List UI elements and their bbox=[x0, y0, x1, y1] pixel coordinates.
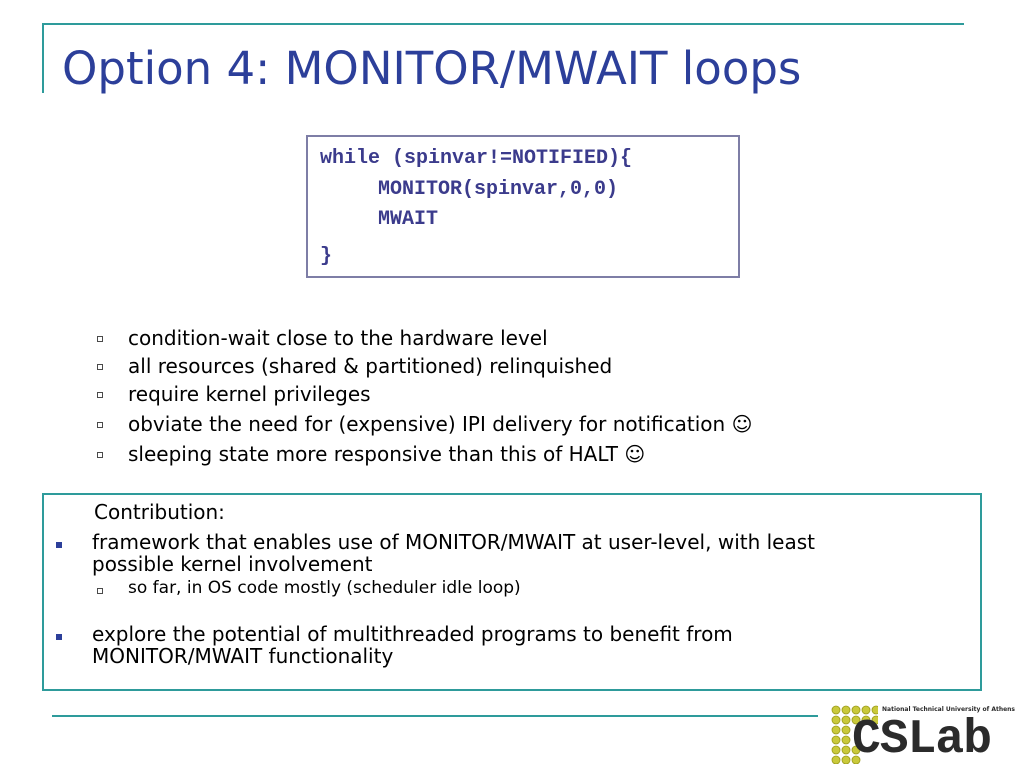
bullet-square-icon bbox=[97, 422, 103, 428]
footer-accent-line bbox=[52, 715, 818, 717]
contribution-item-line: explore the potential of multithreaded programs to benefit from bbox=[92, 622, 733, 646]
bullet-text: sleeping state more responsive than this of HALT ☺ bbox=[128, 442, 646, 466]
bullet-list bbox=[95, 324, 895, 468]
code-line: MONITOR(spinvar,0,0) bbox=[378, 178, 619, 201]
bullet-text: obviate the need for (expensive) IPI delivery for notification ☺ bbox=[128, 412, 753, 436]
cslab-logo bbox=[830, 704, 1016, 767]
code-line: MWAIT bbox=[378, 208, 439, 231]
bullet-square-icon bbox=[97, 364, 103, 370]
bullet-square-icon bbox=[56, 634, 62, 640]
code-line: while (spinvar!=NOTIFIED){ bbox=[320, 147, 633, 170]
code-block bbox=[306, 135, 740, 278]
slide-title: Option 4: MONITOR/MWAIT loops bbox=[62, 42, 802, 95]
contribution-subitem: so far, in OS code mostly (scheduler idle loop) bbox=[128, 578, 521, 598]
bullet-text: condition-wait close to the hardware level bbox=[128, 326, 548, 350]
bullet-text: all resources (shared & partitioned) relinquished bbox=[128, 354, 613, 378]
contribution-heading: Contribution: bbox=[94, 500, 225, 524]
contribution-item-line: possible kernel involvement bbox=[92, 552, 373, 576]
bullet-square-icon bbox=[97, 392, 103, 398]
contribution-item-line: framework that enables use of MONITOR/MWAIT at user-level, with least bbox=[92, 530, 815, 554]
list-item bbox=[95, 440, 895, 468]
contribution-item-line: MONITOR/MWAIT functionality bbox=[92, 644, 394, 668]
bullet-text: require kernel privileges bbox=[128, 382, 371, 406]
left-accent-line bbox=[42, 23, 44, 93]
logo-text: CSLab bbox=[852, 713, 992, 767]
list-item bbox=[95, 352, 895, 380]
bullet-square-icon bbox=[97, 588, 103, 594]
logo-caption: National Technical University of Athens bbox=[882, 706, 1016, 713]
bullet-square-icon bbox=[56, 542, 62, 548]
code-line: } bbox=[320, 245, 333, 268]
list-item bbox=[95, 380, 895, 408]
top-accent-line bbox=[42, 23, 964, 25]
contribution-box bbox=[42, 493, 982, 691]
list-item bbox=[95, 410, 895, 438]
bullet-square-icon bbox=[97, 452, 103, 458]
list-item bbox=[95, 324, 895, 352]
bullet-square-icon bbox=[97, 336, 103, 342]
